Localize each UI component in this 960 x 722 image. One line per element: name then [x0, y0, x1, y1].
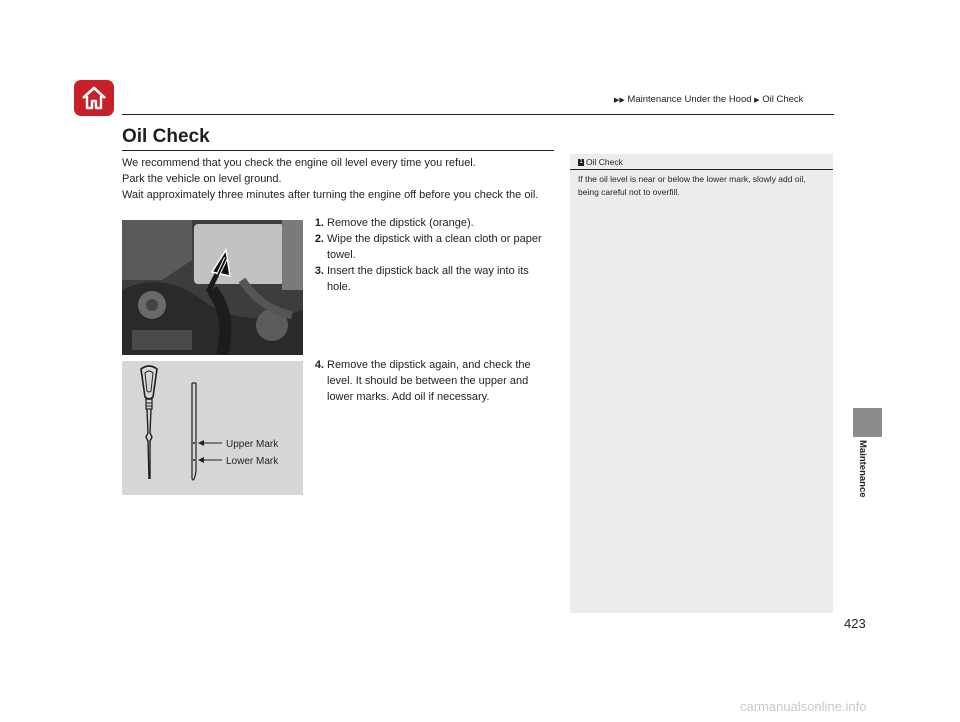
arrow-icon: ▶: [754, 97, 760, 104]
section-tab[interactable]: [853, 408, 882, 437]
breadcrumb: [614, 94, 803, 105]
sidebar-note: [570, 154, 833, 613]
double-arrow-icon: ▶▶: [614, 97, 625, 104]
title-rule: [122, 150, 554, 151]
sidebar-note-title: Oil Check: [586, 157, 623, 167]
intro-text: [122, 155, 556, 203]
breadcrumb-page: Oil Check: [762, 94, 804, 105]
list-item: [310, 231, 555, 263]
step-number: 1.: [314, 217, 324, 229]
list-item: [310, 263, 555, 295]
intro-line: Park the vehicle on level ground.: [122, 173, 282, 185]
breadcrumb-section[interactable]: Maintenance Under the Hood: [627, 94, 752, 105]
step-number: 4.: [314, 359, 324, 371]
section-tab-label: Maintenance: [857, 440, 868, 498]
engine-bay-photo: [122, 220, 303, 355]
step-text: Remove the dipstick (orange).: [327, 217, 474, 229]
step-text: Wipe the dipstick with a clean cloth or paper towel.: [327, 233, 542, 261]
dipstick-diagram: [122, 361, 303, 495]
list-item: [310, 357, 555, 405]
note-marker-icon: 1: [579, 158, 583, 165]
lower-mark-label: Lower Mark: [226, 456, 279, 467]
watermark: carmanualsonline.info: [740, 699, 867, 714]
intro-line: We recommend that you check the engine oil level every time you refuel.: [122, 157, 476, 169]
step-text: Insert the dipstick back all the way into its hole.: [327, 265, 529, 293]
list-item: [310, 215, 555, 231]
page-title: Oil Check: [122, 126, 210, 147]
intro-line: Wait approximately three minutes after turning the engine off before you check the oil.: [122, 189, 539, 201]
upper-mark-label: Upper Mark: [226, 439, 279, 450]
header-rule: [122, 114, 834, 115]
home-icon[interactable]: [74, 80, 114, 116]
sidebar-note-header: [570, 157, 833, 170]
step-number: 2.: [314, 233, 324, 245]
page-number: 423: [844, 616, 866, 631]
step-number: 3.: [314, 265, 324, 277]
steps-list: [310, 357, 555, 405]
steps-list: [310, 215, 555, 295]
sidebar-note-text: If the oil level is near or below the lower mark, slowly add oil, being careful not to overfill.: [578, 174, 806, 197]
step-text: Remove the dipstick again, and check the level. It should be between the upper and lower marks. Add oil if necessary.: [327, 359, 531, 403]
